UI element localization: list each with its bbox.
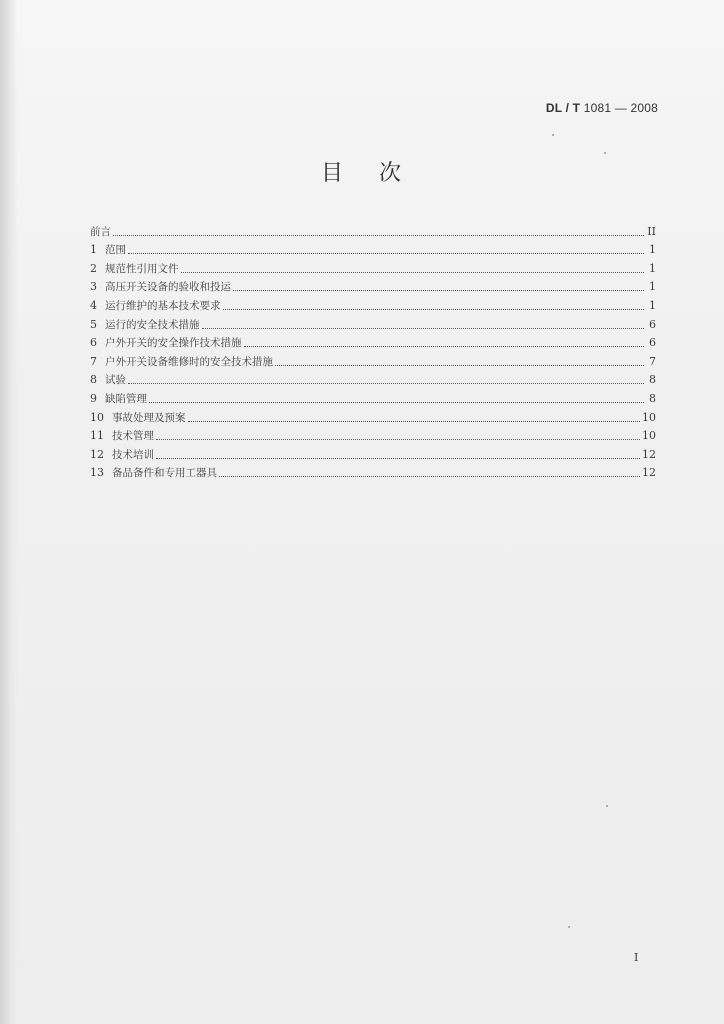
scan-speck (552, 134, 554, 136)
toc-entry-text: 规范性引用文件 (105, 262, 179, 275)
toc-entry-5[interactable] (90, 315, 656, 334)
toc-entry-page: 10 (642, 410, 656, 424)
page-number: I (634, 951, 639, 964)
toc-entry-text: 户外开关的安全操作技术措施 (105, 337, 242, 350)
toc-leader (156, 458, 640, 459)
toc-entry-text: 运行的安全技术措施 (105, 318, 200, 331)
toc-entry-number: 10 (90, 410, 104, 424)
toc-entry-number: 4 (90, 298, 97, 312)
toc-leader (128, 253, 644, 254)
toc-entry-12[interactable] (90, 445, 656, 464)
toc-title-char-2: 次 (379, 161, 404, 186)
toc-entry-2[interactable] (90, 259, 656, 278)
toc-leader (156, 439, 640, 440)
toc-leader (181, 272, 645, 273)
binding-shadow (0, 0, 18, 1024)
standard-code: 1081 — 2008 (583, 101, 658, 115)
toc-entry-8[interactable] (90, 371, 656, 390)
scan-speck (568, 926, 570, 928)
toc-entry-6[interactable] (90, 334, 656, 353)
toc-leader (128, 383, 644, 384)
standard-prefix: DL / T (545, 101, 581, 115)
toc-entry-number: 5 (90, 317, 97, 331)
toc-entry-text: 技术培训 (112, 448, 154, 461)
toc-entry-number: 7 (90, 354, 97, 368)
toc-entry-page: 6 (649, 317, 656, 331)
toc-entry-number: 6 (90, 336, 97, 350)
toc-entry-page: 10 (642, 429, 656, 443)
toc-entry-1[interactable] (90, 241, 656, 260)
toc-title-char-1: 目 (320, 161, 345, 186)
toc-entry-page: 1 (649, 243, 656, 257)
toc-leader (275, 365, 644, 366)
table-of-contents (90, 222, 656, 482)
toc-entry-number: 1 (90, 243, 97, 257)
toc-entry-page: 8 (649, 391, 656, 405)
toc-entry-text: 备品备件和专用工器具 (112, 467, 217, 480)
toc-entry-3[interactable] (90, 278, 656, 297)
toc-entry-text: 范围 (105, 244, 126, 257)
toc-leader (233, 290, 644, 291)
toc-entry-number: 11 (90, 429, 104, 443)
toc-leader (223, 309, 645, 310)
toc-entry-page: 12 (642, 466, 656, 480)
toc-entry-page: II (647, 224, 656, 238)
standard-number (546, 101, 658, 115)
toc-entry-text: 事故处理及预案 (112, 411, 186, 424)
toc-entry-number: 12 (90, 447, 104, 461)
toc-entry-number: 13 (90, 466, 104, 480)
toc-entry-number: 3 (90, 280, 97, 294)
toc-entry-text: 前言 (90, 225, 111, 238)
toc-leader (202, 328, 645, 329)
toc-entry-number: 9 (90, 391, 97, 405)
toc-entry-page: 6 (649, 336, 656, 350)
toc-entry-page: 7 (649, 354, 656, 368)
toc-entry-number: 8 (90, 373, 97, 387)
scan-speck (606, 805, 608, 807)
toc-entry-page: 8 (649, 373, 656, 387)
toc-leader (149, 402, 644, 403)
toc-entry-text: 户外开关设备维修时的安全技术措施 (105, 355, 273, 368)
toc-entry-page: 12 (642, 447, 656, 461)
toc-entry-4[interactable] (90, 296, 656, 315)
toc-entry-page: 1 (649, 280, 656, 294)
toc-entry-text: 高压开关设备的验收和投运 (105, 281, 231, 294)
toc-entry-7[interactable] (90, 352, 656, 371)
toc-entry-text: 运行维护的基本技术要求 (105, 299, 221, 312)
toc-leader (113, 235, 644, 236)
toc-entry-foreword[interactable] (90, 222, 656, 241)
toc-leader (219, 476, 640, 477)
toc-title (0, 156, 724, 187)
toc-entry-page: 1 (649, 298, 656, 312)
toc-leader (244, 346, 645, 347)
toc-entry-number: 2 (90, 261, 97, 275)
toc-entry-text: 试验 (105, 374, 126, 387)
toc-entry-text: 技术管理 (112, 430, 154, 443)
toc-entry-text: 缺陷管理 (105, 392, 147, 405)
scan-speck (604, 152, 606, 154)
toc-entry-10[interactable] (90, 408, 656, 427)
toc-entry-11[interactable] (90, 427, 656, 446)
toc-leader (188, 421, 641, 422)
toc-entry-13[interactable] (90, 464, 656, 483)
toc-entry-9[interactable] (90, 389, 656, 408)
toc-entry-page: 1 (649, 261, 656, 275)
